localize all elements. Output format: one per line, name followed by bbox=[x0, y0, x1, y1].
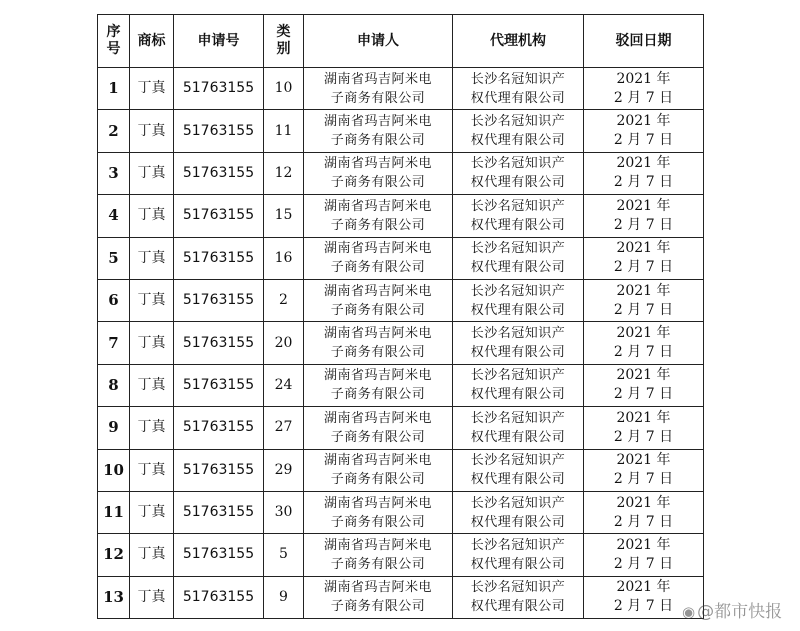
date-line: 2 月 7 日 bbox=[613, 216, 674, 233]
table-row bbox=[98, 491, 704, 533]
cell-application-no: 51763155 bbox=[174, 322, 264, 364]
cell-agent bbox=[453, 237, 584, 279]
applicant-line: 湖南省玛吉阿米电 bbox=[323, 368, 432, 384]
cell-seq: 12 bbox=[98, 534, 130, 576]
table-row bbox=[98, 68, 704, 110]
cell-class: 16 bbox=[264, 237, 304, 279]
applicant-line: 湖南省玛吉阿米电 bbox=[323, 198, 432, 214]
cell-seq: 1 bbox=[98, 68, 130, 110]
cell-applicant bbox=[304, 68, 453, 110]
applicant-line: 子商务有限公司 bbox=[330, 302, 426, 318]
cell-applicant bbox=[304, 576, 453, 618]
cell-application-no: 51763155 bbox=[174, 364, 264, 406]
cell-reject-date bbox=[584, 407, 704, 449]
agent-line: 权代理有限公司 bbox=[470, 133, 566, 149]
date-line: 2021 年 bbox=[616, 155, 671, 172]
date-line: 2 月 7 日 bbox=[613, 89, 674, 106]
agent-line: 长沙名冠知识产 bbox=[470, 198, 566, 214]
agent-line: 权代理有限公司 bbox=[470, 260, 566, 276]
date-line: 2 月 7 日 bbox=[613, 386, 674, 403]
cell-application-no: 51763155 bbox=[174, 491, 264, 533]
applicant-line: 子商务有限公司 bbox=[330, 429, 426, 445]
cell-agent bbox=[453, 195, 584, 237]
cell-applicant bbox=[304, 279, 453, 321]
table-row bbox=[98, 576, 704, 618]
cell-mark: 丁真 bbox=[130, 152, 174, 194]
table-row bbox=[98, 407, 704, 449]
header-agent: 代理机构 bbox=[453, 15, 584, 68]
cell-class: 27 bbox=[264, 407, 304, 449]
cell-seq: 11 bbox=[98, 491, 130, 533]
cell-reject-date bbox=[584, 152, 704, 194]
cell-mark: 丁真 bbox=[130, 407, 174, 449]
cell-applicant bbox=[304, 364, 453, 406]
applicant-line: 子商务有限公司 bbox=[330, 90, 426, 106]
applicant-line: 子商务有限公司 bbox=[330, 599, 426, 615]
cell-applicant bbox=[304, 195, 453, 237]
applicant-line: 子商务有限公司 bbox=[330, 387, 426, 403]
cell-reject-date bbox=[584, 534, 704, 576]
cell-seq: 10 bbox=[98, 449, 130, 491]
cell-class: 10 bbox=[264, 68, 304, 110]
date-line: 2021 年 bbox=[616, 536, 671, 553]
agent-line: 长沙名冠知识产 bbox=[470, 537, 566, 553]
cell-applicant bbox=[304, 237, 453, 279]
cell-agent bbox=[453, 364, 584, 406]
applicant-line: 湖南省玛吉阿米电 bbox=[323, 495, 432, 511]
table-row bbox=[98, 364, 704, 406]
cell-reject-date bbox=[584, 279, 704, 321]
applicant-line: 湖南省玛吉阿米电 bbox=[323, 453, 432, 469]
date-line: 2021 年 bbox=[616, 325, 671, 342]
date-line: 2021 年 bbox=[616, 494, 671, 511]
cell-mark: 丁真 bbox=[130, 68, 174, 110]
date-line: 2 月 7 日 bbox=[613, 344, 674, 361]
cell-agent bbox=[453, 576, 584, 618]
header-reject-date: 驳回日期 bbox=[584, 15, 704, 68]
watermark bbox=[682, 597, 782, 622]
cell-class: 29 bbox=[264, 449, 304, 491]
cell-applicant bbox=[304, 110, 453, 152]
applicant-line: 湖南省玛吉阿米电 bbox=[323, 71, 432, 87]
cell-applicant bbox=[304, 322, 453, 364]
cell-seq: 13 bbox=[98, 576, 130, 618]
cell-agent bbox=[453, 322, 584, 364]
applicant-line: 子商务有限公司 bbox=[330, 472, 426, 488]
cell-class: 30 bbox=[264, 491, 304, 533]
cell-mark: 丁真 bbox=[130, 491, 174, 533]
date-line: 2021 年 bbox=[616, 367, 671, 384]
agent-line: 权代理有限公司 bbox=[470, 345, 566, 361]
cell-mark: 丁真 bbox=[130, 110, 174, 152]
table-row bbox=[98, 534, 704, 576]
cell-reject-date bbox=[584, 68, 704, 110]
agent-line: 权代理有限公司 bbox=[470, 302, 566, 318]
cell-seq: 8 bbox=[98, 364, 130, 406]
date-line: 2 月 7 日 bbox=[613, 132, 674, 149]
agent-line: 长沙名冠知识产 bbox=[470, 71, 566, 87]
cell-reject-date bbox=[584, 449, 704, 491]
applicant-line: 湖南省玛吉阿米电 bbox=[323, 580, 432, 596]
date-line: 2 月 7 日 bbox=[613, 471, 674, 488]
header-seq-line: 号 bbox=[106, 41, 121, 57]
cell-agent bbox=[453, 407, 584, 449]
header-seq-line: 序 bbox=[106, 24, 121, 40]
agent-line: 长沙名冠知识产 bbox=[470, 241, 566, 257]
header-applicant: 申请人 bbox=[304, 15, 453, 68]
cell-mark: 丁真 bbox=[130, 364, 174, 406]
applicant-line: 子商务有限公司 bbox=[330, 345, 426, 361]
table-row bbox=[98, 110, 704, 152]
agent-line: 权代理有限公司 bbox=[470, 599, 566, 615]
header-mark: 商标 bbox=[130, 15, 174, 68]
applicant-line: 湖南省玛吉阿米电 bbox=[323, 537, 432, 553]
cell-applicant bbox=[304, 152, 453, 194]
cell-class: 12 bbox=[264, 152, 304, 194]
cell-reject-date bbox=[584, 322, 704, 364]
cell-application-no: 51763155 bbox=[174, 576, 264, 618]
cell-application-no: 51763155 bbox=[174, 152, 264, 194]
cell-applicant bbox=[304, 491, 453, 533]
agent-line: 权代理有限公司 bbox=[470, 175, 566, 191]
cell-class: 2 bbox=[264, 279, 304, 321]
date-line: 2021 年 bbox=[616, 282, 671, 299]
date-line: 2021 年 bbox=[616, 240, 671, 257]
agent-line: 长沙名冠知识产 bbox=[470, 410, 566, 426]
date-line: 2 月 7 日 bbox=[613, 259, 674, 276]
cell-class: 20 bbox=[264, 322, 304, 364]
applicant-line: 湖南省玛吉阿米电 bbox=[323, 283, 432, 299]
cell-class: 5 bbox=[264, 534, 304, 576]
cell-class: 9 bbox=[264, 576, 304, 618]
agent-line: 权代理有限公司 bbox=[470, 217, 566, 233]
agent-line: 权代理有限公司 bbox=[470, 90, 566, 106]
applicant-line: 湖南省玛吉阿米电 bbox=[323, 114, 432, 130]
date-line: 2 月 7 日 bbox=[613, 513, 674, 530]
agent-line: 权代理有限公司 bbox=[470, 429, 566, 445]
applicant-line: 子商务有限公司 bbox=[330, 556, 426, 572]
date-line: 2021 年 bbox=[616, 197, 671, 214]
agent-line: 长沙名冠知识产 bbox=[470, 326, 566, 342]
cell-agent bbox=[453, 68, 584, 110]
cell-application-no: 51763155 bbox=[174, 449, 264, 491]
cell-seq: 7 bbox=[98, 322, 130, 364]
cell-reject-date bbox=[584, 491, 704, 533]
applicant-line: 子商务有限公司 bbox=[330, 175, 426, 191]
rejection-table bbox=[97, 14, 704, 619]
cell-seq: 3 bbox=[98, 152, 130, 194]
cell-mark: 丁真 bbox=[130, 237, 174, 279]
date-line: 2 月 7 日 bbox=[613, 301, 674, 318]
cell-seq: 6 bbox=[98, 279, 130, 321]
applicant-line: 湖南省玛吉阿米电 bbox=[323, 241, 432, 257]
applicant-line: 子商务有限公司 bbox=[330, 217, 426, 233]
agent-line: 长沙名冠知识产 bbox=[470, 368, 566, 384]
cell-application-no: 51763155 bbox=[174, 279, 264, 321]
cell-seq: 4 bbox=[98, 195, 130, 237]
agent-line: 长沙名冠知识产 bbox=[470, 156, 566, 172]
cell-agent bbox=[453, 110, 584, 152]
date-line: 2 月 7 日 bbox=[613, 428, 674, 445]
applicant-line: 湖南省玛吉阿米电 bbox=[323, 326, 432, 342]
header-application-no: 申请号 bbox=[174, 15, 264, 68]
header-class-line: 别 bbox=[276, 41, 291, 57]
table-row bbox=[98, 279, 704, 321]
table-row bbox=[98, 195, 704, 237]
agent-line: 长沙名冠知识产 bbox=[470, 580, 566, 596]
cell-agent bbox=[453, 152, 584, 194]
header-seq bbox=[98, 15, 130, 68]
cell-application-no: 51763155 bbox=[174, 534, 264, 576]
date-line: 2021 年 bbox=[616, 579, 671, 596]
cell-agent bbox=[453, 491, 584, 533]
cell-application-no: 51763155 bbox=[174, 68, 264, 110]
date-line: 2021 年 bbox=[616, 70, 671, 87]
agent-line: 长沙名冠知识产 bbox=[470, 453, 566, 469]
cell-mark: 丁真 bbox=[130, 576, 174, 618]
date-line: 2 月 7 日 bbox=[613, 174, 674, 191]
cell-reject-date bbox=[584, 237, 704, 279]
cell-application-no: 51763155 bbox=[174, 195, 264, 237]
agent-line: 长沙名冠知识产 bbox=[470, 495, 566, 511]
cell-mark: 丁真 bbox=[130, 195, 174, 237]
cell-seq: 2 bbox=[98, 110, 130, 152]
header-class bbox=[264, 15, 304, 68]
cell-mark: 丁真 bbox=[130, 279, 174, 321]
cell-applicant bbox=[304, 534, 453, 576]
cell-application-no: 51763155 bbox=[174, 110, 264, 152]
agent-line: 权代理有限公司 bbox=[470, 387, 566, 403]
date-line: 2 月 7 日 bbox=[613, 555, 674, 572]
header-class-line: 类 bbox=[276, 24, 291, 40]
applicant-line: 子商务有限公司 bbox=[330, 260, 426, 276]
applicant-line: 子商务有限公司 bbox=[330, 514, 426, 530]
cell-agent bbox=[453, 449, 584, 491]
cell-class: 11 bbox=[264, 110, 304, 152]
date-line: 2021 年 bbox=[616, 452, 671, 469]
cell-seq: 5 bbox=[98, 237, 130, 279]
cell-reject-date bbox=[584, 195, 704, 237]
cell-mark: 丁真 bbox=[130, 534, 174, 576]
agent-line: 长沙名冠知识产 bbox=[470, 283, 566, 299]
agent-line: 长沙名冠知识产 bbox=[470, 114, 566, 130]
agent-line: 权代理有限公司 bbox=[470, 556, 566, 572]
cell-agent bbox=[453, 534, 584, 576]
cell-mark: 丁真 bbox=[130, 322, 174, 364]
applicant-line: 湖南省玛吉阿米电 bbox=[323, 156, 432, 172]
cell-applicant bbox=[304, 407, 453, 449]
weibo-icon: ◉ bbox=[682, 603, 696, 621]
table-row bbox=[98, 449, 704, 491]
table-header bbox=[98, 15, 704, 68]
cell-class: 24 bbox=[264, 364, 304, 406]
date-line: 2021 年 bbox=[616, 409, 671, 426]
table-row bbox=[98, 322, 704, 364]
date-line: 2 月 7 日 bbox=[613, 598, 674, 615]
cell-seq: 9 bbox=[98, 407, 130, 449]
cell-class: 15 bbox=[264, 195, 304, 237]
agent-line: 权代理有限公司 bbox=[470, 514, 566, 530]
table-body bbox=[98, 68, 704, 619]
watermark-text: @都市快报 bbox=[697, 602, 783, 622]
cell-application-no: 51763155 bbox=[174, 237, 264, 279]
cell-application-no: 51763155 bbox=[174, 407, 264, 449]
table-row bbox=[98, 237, 704, 279]
cell-agent bbox=[453, 279, 584, 321]
applicant-line: 子商务有限公司 bbox=[330, 133, 426, 149]
agent-line: 权代理有限公司 bbox=[470, 472, 566, 488]
cell-mark: 丁真 bbox=[130, 449, 174, 491]
applicant-line: 湖南省玛吉阿米电 bbox=[323, 410, 432, 426]
cell-reject-date bbox=[584, 364, 704, 406]
cell-applicant bbox=[304, 449, 453, 491]
cell-reject-date bbox=[584, 110, 704, 152]
date-line: 2021 年 bbox=[616, 113, 671, 130]
table-row bbox=[98, 152, 704, 194]
header-row bbox=[98, 15, 704, 68]
